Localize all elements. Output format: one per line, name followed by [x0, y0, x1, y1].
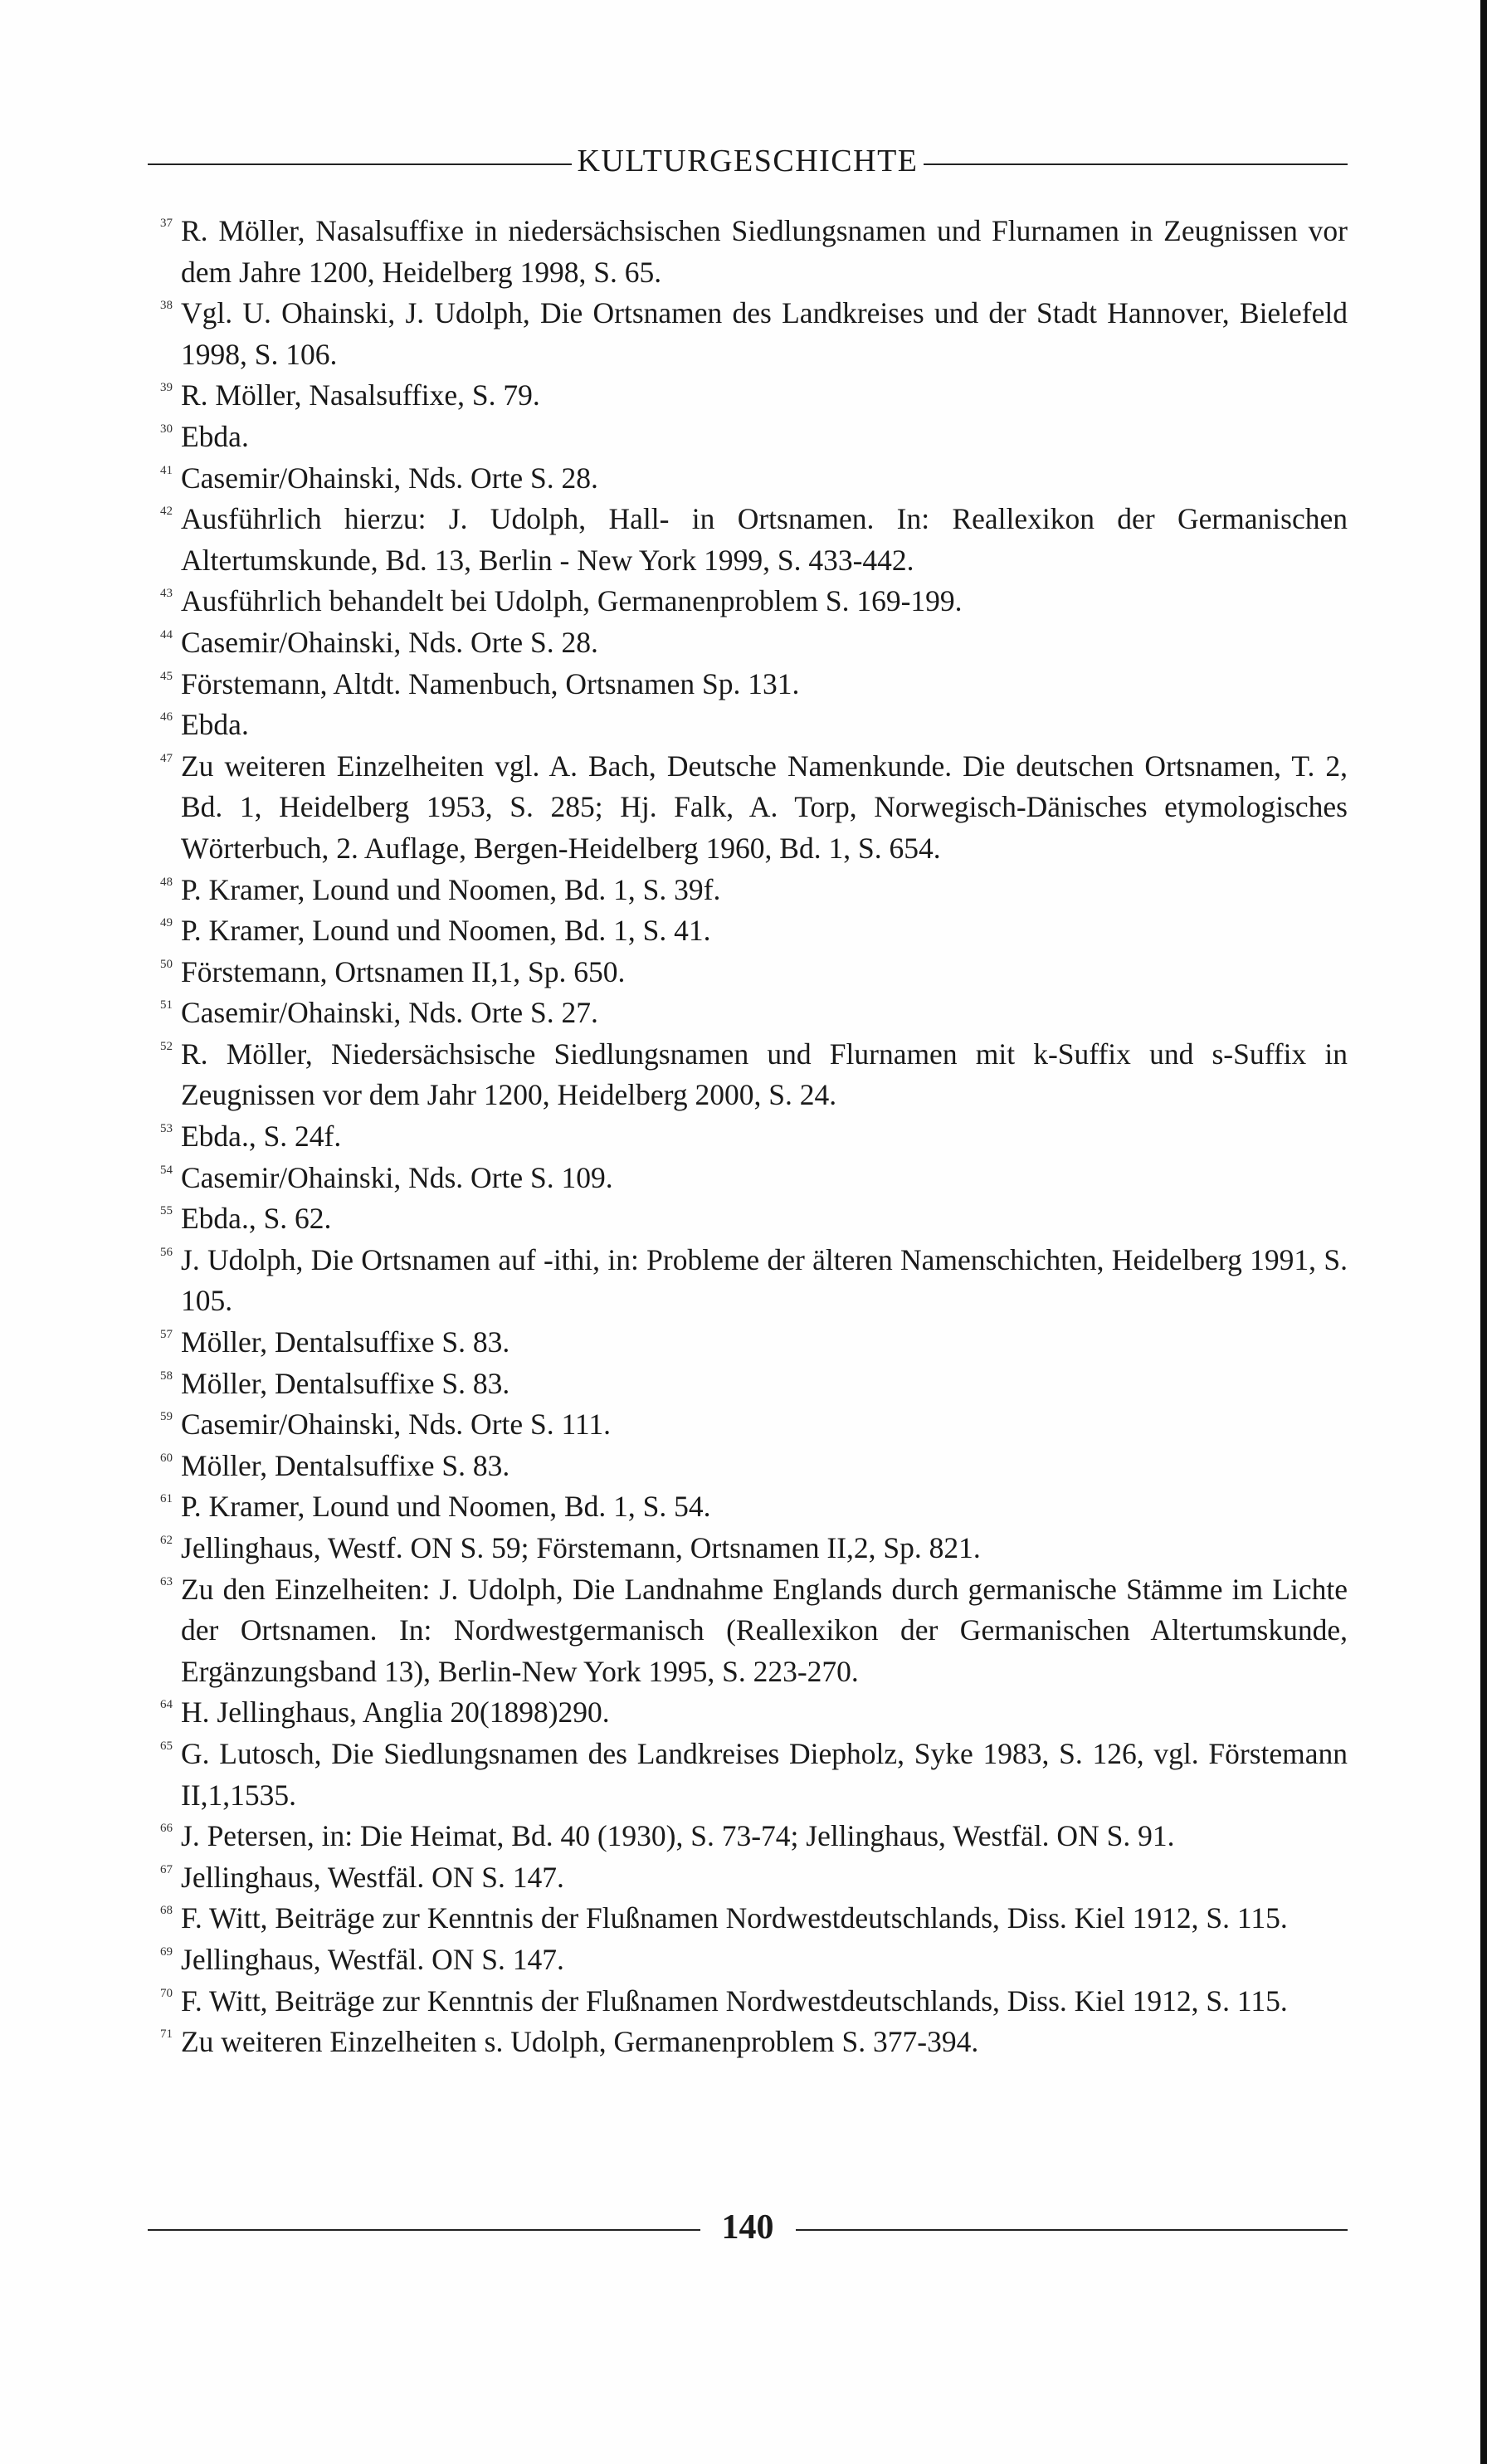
- footnote-text: Möller, Dentalsuffixe S. 83.: [181, 1325, 510, 1359]
- footnote-text: G. Lutosch, Die Siedlungsnamen des Landkreises Diepholz, Syke 1983, S. 126, vgl. Förstemann II,1,1535.: [181, 1736, 1348, 1812]
- footnote-number: 61: [160, 1492, 173, 1506]
- footnote-number: 67: [160, 1862, 173, 1876]
- footnote-text: Ebda.: [181, 708, 249, 742]
- footnote-69: [148, 1939, 1348, 1981]
- footnote-61: [148, 1486, 1348, 1528]
- footnote-65: [148, 1734, 1348, 1816]
- footnote-number: 62: [160, 1534, 173, 1547]
- footnote-60: [148, 1446, 1348, 1487]
- footnote-42: [148, 499, 1348, 581]
- footnote-49: [148, 910, 1348, 952]
- footnote-text: Jellinghaus, Westf. ON S. 59; Förstemann, Ortsnamen II,2, Sp. 821.: [181, 1531, 981, 1564]
- footnote-number: 69: [160, 1944, 173, 1959]
- footnote-number: 51: [160, 998, 173, 1012]
- footnote-text: Förstemann, Altdt. Namenbuch, Ortsnamen Sp. 131.: [181, 666, 800, 700]
- footnote-text: Zu weiteren Einzelheiten vgl. A. Bach, Deutsche Namenkunde. Die deutschen Ortsnamen, T. 2, Bd. 1, Heidelberg 1953, S. 285; Hj. Falk, A. Torp, Norwegisch-Dänisches etymologisches Wörterbuch, 2. Auflage, Bergen-Heidelberg 1960, Bd. 1, S. 654.: [181, 749, 1348, 865]
- header-rule-right: [924, 163, 1348, 165]
- footnote-57: [148, 1322, 1348, 1364]
- footnote-58: [148, 1364, 1348, 1405]
- footnote-number: 66: [160, 1822, 173, 1836]
- running-title: KULTURGESCHICHTE: [577, 144, 919, 178]
- footnote-number: 63: [160, 1574, 173, 1588]
- footnote-text: Zu den Einzelheiten: J. Udolph, Die Landnahme Englands durch germanische Stämme im Lichte der Ortsnamen. In: Nordwestgermanisch (Reallexikon der Germanischen Altertumskunde, Ergänzungsband 13), Berlin-New York 1995, S. 223-270.: [181, 1572, 1348, 1688]
- footnote-text: R. Möller, Nasalsuffixe, S. 79.: [181, 378, 540, 412]
- footnote-text: Ebda.: [181, 419, 249, 453]
- footnote-text: Ausführlich behandelt bei Udolph, Germanenproblem S. 169-199.: [181, 584, 963, 618]
- footnote-number: 47: [160, 751, 173, 765]
- footnote-text: Casemir/Ohainski, Nds. Orte S. 28.: [181, 461, 598, 495]
- footnote-number: 52: [160, 1039, 173, 1053]
- footnote-number: 53: [160, 1122, 173, 1136]
- footnote-text: Vgl. U. Ohainski, J. Udolph, Die Ortsnamen des Landkreises und der Stadt Hannover, Bielefeld 1998, S. 106.: [181, 296, 1348, 371]
- footnote-number: 54: [160, 1163, 173, 1177]
- footnote-45: [148, 664, 1348, 705]
- footnote-text: Ebda., S. 62.: [181, 1202, 332, 1236]
- footnote-list: [148, 211, 1348, 2063]
- footnote-text: Casemir/Ohainski, Nds. Orte S. 27.: [181, 996, 598, 1030]
- footnote-number: 44: [160, 627, 173, 642]
- footnote-number: 30: [160, 422, 173, 436]
- footnote-number: 43: [160, 587, 173, 601]
- footer-rule-left: [148, 2229, 700, 2231]
- footnote-text: Jellinghaus, Westfäl. ON S. 147.: [181, 1860, 564, 1894]
- footnote-70: [148, 1981, 1348, 2022]
- header-rule-left: [148, 163, 572, 165]
- footnote-text: Casemir/Ohainski, Nds. Orte S. 28.: [181, 625, 598, 659]
- footnote-43: [148, 581, 1348, 622]
- footnote-text: P. Kramer, Lound und Noomen, Bd. 1, S. 39f.: [181, 872, 721, 906]
- footnote-number: 59: [160, 1410, 173, 1424]
- footnote-text: Möller, Dentalsuffixe S. 83.: [181, 1448, 510, 1482]
- footnote-text: Möller, Dentalsuffixe S. 83.: [181, 1366, 510, 1400]
- footnote-text: Ausführlich hierzu: J. Udolph, Hall- in Ortsnamen. In: Reallexikon der Germanischen Altertumskunde, Bd. 13, Berlin - New York 1999, S. 433-442.: [181, 502, 1348, 577]
- footnote-text: F. Witt, Beiträge zur Kenntnis der Flußnamen Nordwestdeutschlands, Diss. Kiel 1912, S. 115.: [181, 1901, 1288, 1935]
- footnote-text: P. Kramer, Lound und Noomen, Bd. 1, S. 41.: [181, 914, 711, 948]
- page-number: 140: [721, 2208, 774, 2247]
- footnote-text: Förstemann, Ortsnamen II,1, Sp. 650.: [181, 954, 626, 988]
- footnote-52: [148, 1034, 1348, 1116]
- footnote-number: 42: [160, 505, 173, 519]
- footnote-text: R. Möller, Niedersächsische Siedlungsnamen und Flurnamen mit k-Suffix und s-Suffix in Zeugnissen vor dem Jahr 1200, Heidelberg 2000, S. 24.: [181, 1037, 1348, 1112]
- footnote-text: P. Kramer, Lound und Noomen, Bd. 1, S. 54.: [181, 1490, 711, 1524]
- footnote-56: [148, 1240, 1348, 1322]
- footnote-55: [148, 1198, 1348, 1240]
- footnote-number: 38: [160, 299, 173, 313]
- footnote-38: [148, 293, 1348, 375]
- footnote-number: 39: [160, 381, 173, 395]
- footnote-number: 41: [160, 463, 173, 477]
- footnote-54: [148, 1158, 1348, 1199]
- footnote-53: [148, 1116, 1348, 1158]
- footnote-37: [148, 211, 1348, 293]
- footnote-59: [148, 1404, 1348, 1446]
- footnote-number: 45: [160, 669, 173, 683]
- footnote-63: [148, 1569, 1348, 1693]
- footnote-number: 37: [160, 217, 173, 230]
- footnote-71: [148, 2022, 1348, 2063]
- footnote-number: 68: [160, 1904, 173, 1918]
- footnote-text: J. Petersen, in: Die Heimat, Bd. 40 (1930), S. 73-74; Jellinghaus, Westfäl. ON S. 91.: [181, 1819, 1175, 1853]
- footnote-text: H. Jellinghaus, Anglia 20(1898)290.: [181, 1696, 610, 1730]
- footnote-64: [148, 1692, 1348, 1734]
- footnote-48: [148, 870, 1348, 911]
- footnote-50: [148, 952, 1348, 993]
- footnote-text: J. Udolph, Die Ortsnamen auf -ithi, in: Probleme der älteren Namenschichten, Heidelberg 1991, S. 105.: [181, 1242, 1348, 1318]
- footnote-number: 58: [160, 1369, 173, 1383]
- footnote-66: [148, 1816, 1348, 1857]
- footnote-41: [148, 458, 1348, 500]
- footnote-text: R. Möller, Nasalsuffixe in niedersächsischen Siedlungsnamen und Flurnamen in Zeugnissen vor dem Jahre 1200, Heidelberg 1998, S. 65.: [181, 214, 1348, 289]
- footnote-number: 56: [160, 1245, 173, 1259]
- footnote-46: [148, 705, 1348, 746]
- footnote-number: 50: [160, 957, 173, 971]
- footnote-39: [148, 375, 1348, 417]
- footnote-67: [148, 1857, 1348, 1899]
- footnote-number: 70: [160, 1986, 173, 2000]
- footnote-text: Jellinghaus, Westfäl. ON S. 147.: [181, 1942, 564, 1976]
- scan-edge: [1480, 0, 1487, 2464]
- footnote-number: 49: [160, 916, 173, 930]
- footnote-47: [148, 746, 1348, 870]
- footnote-number: 71: [160, 2027, 173, 2042]
- footnote-44: [148, 622, 1348, 664]
- footnote-number: 46: [160, 710, 173, 725]
- footnote-30: [148, 417, 1348, 458]
- footnote-text: Ebda., S. 24f.: [181, 1120, 342, 1154]
- footnote-number: 55: [160, 1204, 173, 1218]
- footer-rule-right: [796, 2229, 1348, 2231]
- running-header: [148, 143, 1348, 179]
- footnote-number: 60: [160, 1451, 173, 1465]
- footnote-text: F. Witt, Beiträge zur Kenntnis der Flußnamen Nordwestdeutschlands, Diss. Kiel 1912, S. 115.: [181, 1983, 1288, 2018]
- footnote-68: [148, 1898, 1348, 1939]
- page-footer: [148, 2208, 1348, 2247]
- footnote-text: Casemir/Ohainski, Nds. Orte S. 109.: [181, 1160, 613, 1194]
- footnote-text: Zu weiteren Einzelheiten s. Udolph, Germanenproblem S. 377-394.: [181, 2025, 979, 2059]
- footnote-62: [148, 1528, 1348, 1569]
- footnote-text: Casemir/Ohainski, Nds. Orte S. 111.: [181, 1408, 611, 1442]
- footnote-number: 57: [160, 1328, 173, 1342]
- footnote-number: 48: [160, 875, 173, 889]
- footnote-number: 64: [160, 1698, 173, 1712]
- footnote-number: 65: [160, 1739, 173, 1753]
- footnote-51: [148, 993, 1348, 1034]
